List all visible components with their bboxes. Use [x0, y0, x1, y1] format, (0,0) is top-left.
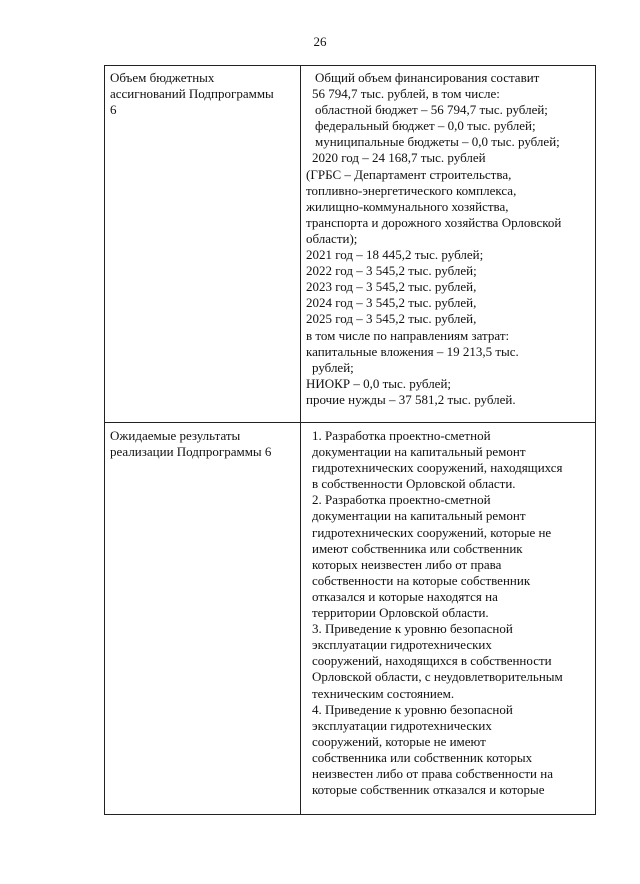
subprogram-passport-table — [104, 65, 596, 815]
page-number: 26 — [313, 34, 327, 49]
content-line: 56 794,7 тыс. рублей, в том числе: — [312, 86, 500, 102]
content-line: техническим состоянием. — [312, 685, 455, 701]
content-line: территории Орловской области. — [312, 605, 489, 621]
content-line: собственника или собственник которых — [312, 749, 533, 765]
content-line: 1. Разработка проектно-сметной — [312, 428, 491, 443]
content-line: эксплуатации гидротехнических — [312, 637, 492, 653]
row-content-cell — [301, 423, 596, 815]
row-label-line: 6 — [110, 102, 117, 118]
row-label-cell — [105, 423, 301, 815]
content-line: 2023 год – 3 545,2 тыс. рублей, — [306, 279, 477, 295]
content-line: 3. Приведение к уровню безопасной — [312, 621, 513, 637]
row-content-cell — [301, 66, 596, 423]
content-line: имеют собственника или собственник — [312, 540, 523, 556]
content-line: в собственности Орловской области. — [312, 476, 516, 492]
content-line: документации на капитальный ремонт — [312, 508, 526, 524]
content-line: жилищно-коммунального хозяйства, — [306, 198, 509, 214]
content-line: 2. Разработка проектно-сметной — [312, 492, 491, 508]
row-label-line: Ожидаемые результаты — [110, 428, 241, 443]
content-line: области); — [306, 230, 358, 246]
content-line: Орловской области, с неудовлетворительным — [312, 669, 563, 685]
content-line: отказался и которые находятся на — [312, 588, 498, 604]
content-line: НИОКР – 0,0 тыс. рублей; — [306, 375, 452, 391]
row-label-cell — [105, 66, 301, 423]
content-line: гидротехнических сооружений, которые не — [312, 524, 552, 540]
content-line: областной бюджет – 56 794,7 тыс. рублей; — [315, 102, 548, 118]
content-line: федеральный бюджет – 0,0 тыс. рублей; — [315, 118, 536, 134]
content-line: собственности на которые собственник — [312, 572, 531, 588]
content-line: сооружений, находящихся в собственности — [312, 653, 552, 669]
content-line: капитальные вложения – 19 213,5 тыс. — [306, 343, 519, 359]
row-label-line: Объем бюджетных — [110, 70, 215, 85]
content-line: 2021 год – 18 445,2 тыс. рублей; — [306, 247, 484, 263]
content-line: гидротехнических сооружений, находящихся — [312, 460, 563, 476]
content-line: Общий объем финансирования составит — [315, 70, 540, 85]
content-line: (ГРБС – Департамент строительства, — [306, 166, 512, 182]
content-line: документации на капитальный ремонт — [312, 444, 526, 460]
content-line: муниципальные бюджеты – 0,0 тыс. рублей; — [315, 134, 560, 150]
table-row-expected-results — [105, 423, 596, 815]
row-label-line: ассигнований Подпрограммы — [110, 86, 274, 102]
content-line: 2022 год – 3 545,2 тыс. рублей; — [306, 263, 477, 279]
content-line: транспорта и дорожного хозяйства Орловской — [306, 214, 562, 230]
content-line: которых неизвестен либо от права — [312, 556, 502, 572]
row-label-line: реализации Подпрограммы 6 — [110, 444, 272, 460]
content-line: неизвестен либо от права собственности на — [312, 765, 553, 781]
content-line: сооружений, которые не имеют — [312, 733, 486, 749]
content-line: прочие нужды – 37 581,2 тыс. рублей. — [306, 391, 516, 407]
content-line: в том числе по направлениям затрат: — [306, 327, 510, 343]
content-line: 2024 год – 3 545,2 тыс. рублей, — [306, 295, 477, 311]
content-line: 2025 год – 3 545,2 тыс. рублей, — [306, 311, 477, 327]
content-line: 2020 год – 24 168,7 тыс. рублей — [312, 150, 486, 166]
content-line: 4. Приведение к уровню безопасной — [312, 701, 513, 717]
content-line: эксплуатации гидротехнических — [312, 717, 492, 733]
content-line: которые собственник отказался и которые — [312, 782, 545, 798]
content-line: топливно-энергетического комплекса, — [306, 182, 517, 198]
table-row-budget-allocations — [105, 66, 596, 423]
content-line: рублей; — [312, 359, 354, 375]
